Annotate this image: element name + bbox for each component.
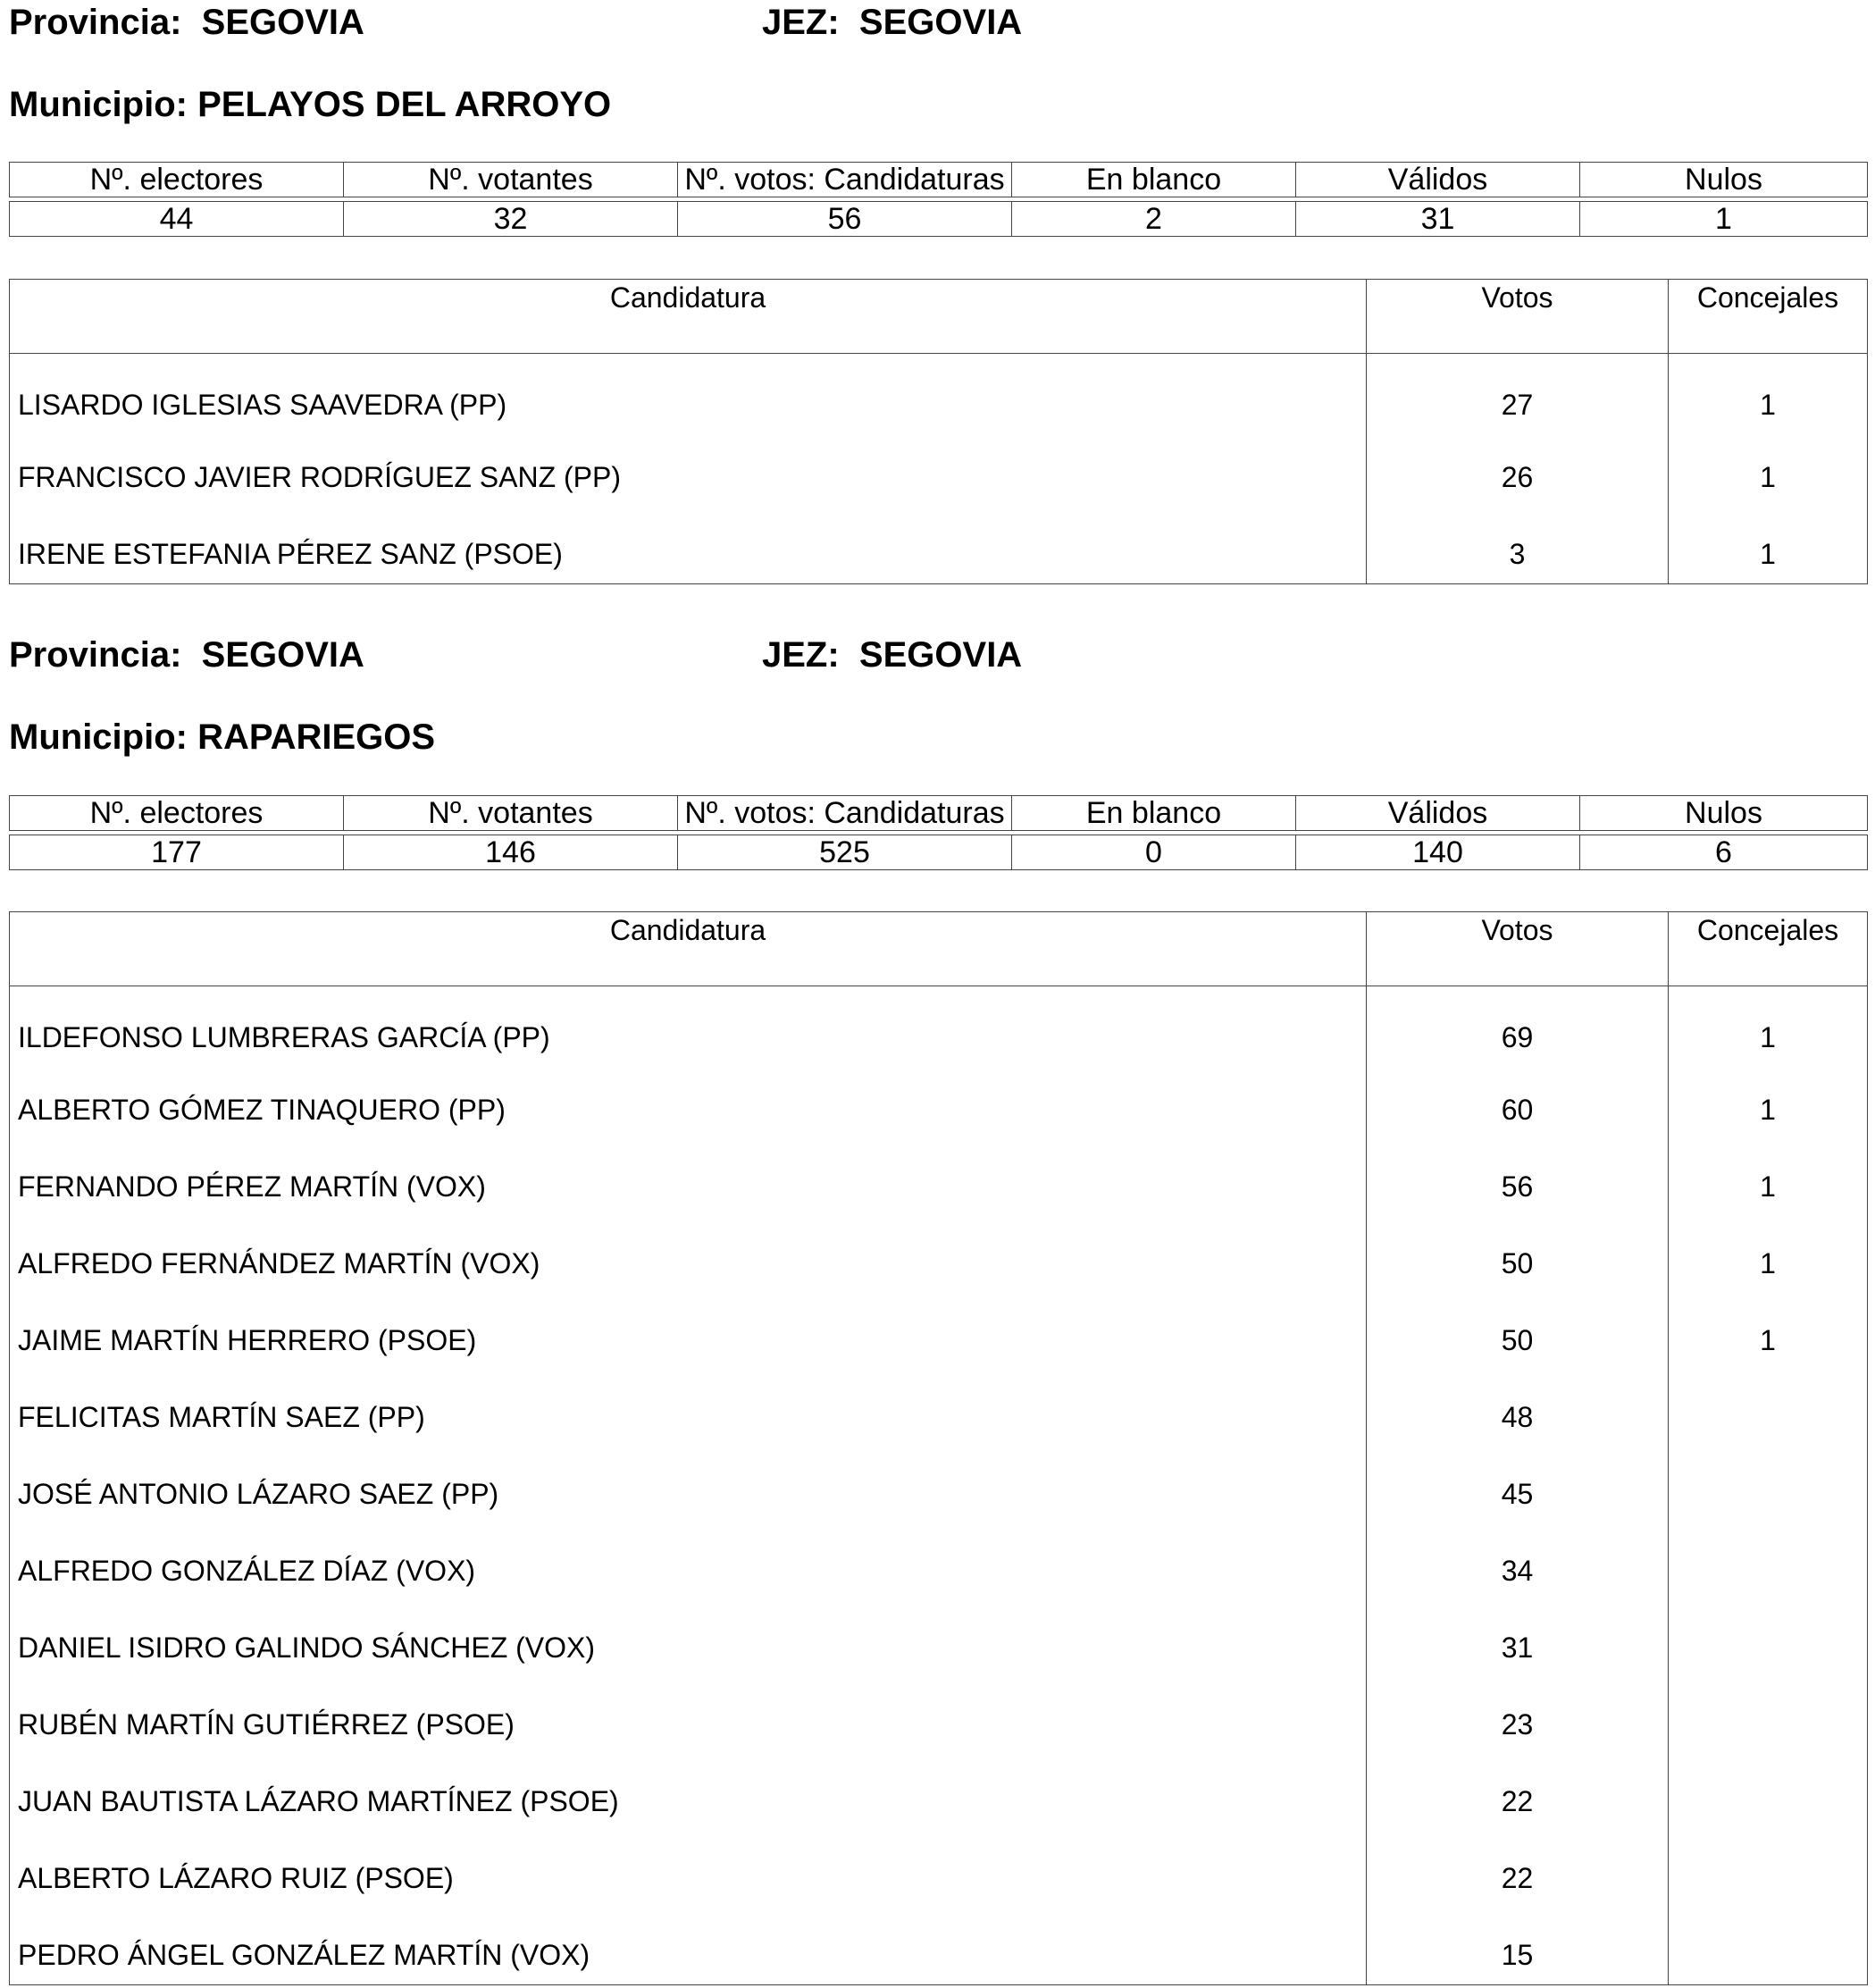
- jez-heading: [762, 633, 1022, 677]
- stats-header: Nº. votantes: [344, 163, 678, 197]
- stats-value: 31: [1296, 202, 1580, 237]
- candidate-concejales: [1669, 1524, 1868, 1601]
- candidate-concejales: 1: [1669, 1294, 1868, 1371]
- candidate-votos: 69: [1367, 986, 1669, 1063]
- candidate-name: JUAN BAUTISTA LÁZARO MARTÍNEZ (PSOE): [10, 1755, 1367, 1832]
- stats-value-row: [10, 202, 1868, 237]
- candidate-votos: 3: [1367, 507, 1669, 584]
- stats-header: Nº. electores: [10, 796, 344, 831]
- stats-header: En blanco: [1012, 796, 1296, 831]
- municipio-value: PELAYOS DEL ARROYO: [197, 85, 612, 124]
- table-row: [10, 1908, 1868, 1985]
- municipio-label: Municipio:: [9, 717, 188, 757]
- table-row: [10, 354, 1868, 431]
- jez-label: JEZ:: [762, 635, 840, 675]
- candidate-concejales: [1669, 1908, 1868, 1985]
- stats-header-row: [10, 796, 1868, 831]
- stats-header: En blanco: [1012, 163, 1296, 197]
- candidate-votos: 23: [1367, 1678, 1669, 1755]
- candidate-concejales: 1: [1669, 1063, 1868, 1140]
- candidate-name: JAIME MARTÍN HERRERO (PSOE): [10, 1294, 1367, 1371]
- candidates-table: [9, 279, 1868, 584]
- candidate-name: ALFREDO FERNÁNDEZ MARTÍN (VOX): [10, 1217, 1367, 1294]
- table-row: [10, 1371, 1868, 1447]
- stats-header: Nulos: [1580, 796, 1868, 831]
- stats-header: Nº. electores: [10, 163, 344, 197]
- stats-header: Nº. votos: Candidaturas: [678, 796, 1012, 831]
- provincia-label: Provincia:: [9, 3, 182, 42]
- candidate-name: ALBERTO GÓMEZ TINAQUERO (PP): [10, 1063, 1367, 1140]
- table-row: [10, 986, 1868, 1063]
- table-row: [10, 1217, 1868, 1294]
- candidate-name: FERNANDO PÉREZ MARTÍN (VOX): [10, 1140, 1367, 1217]
- jez-value: SEGOVIA: [858, 3, 1023, 42]
- candidate-name: JOSÉ ANTONIO LÁZARO SAEZ (PP): [10, 1447, 1367, 1524]
- stats-header: Nº. votantes: [344, 796, 678, 831]
- candidate-concejales: [1669, 1447, 1868, 1524]
- municipio-label: Municipio:: [9, 85, 188, 124]
- candidate-votos: 31: [1367, 1601, 1669, 1678]
- candidate-concejales: [1669, 1755, 1868, 1832]
- candidatura-header: Candidatura: [10, 280, 1367, 354]
- stats-value: 146: [344, 835, 678, 870]
- candidate-concejales: 1: [1669, 507, 1868, 584]
- candidate-votos: 45: [1367, 1447, 1669, 1524]
- concejales-header: Concejales: [1669, 280, 1868, 354]
- candidate-concejales: [1669, 1601, 1868, 1678]
- table-row: [10, 1294, 1868, 1371]
- table-row: [10, 1063, 1868, 1140]
- candidate-name: ALBERTO LÁZARO RUIZ (PSOE): [10, 1832, 1367, 1908]
- municipio-value: RAPARIEGOS: [197, 717, 436, 757]
- candidate-concejales: 1: [1669, 986, 1868, 1063]
- table-row: [10, 1678, 1868, 1755]
- votos-header: Votos: [1367, 912, 1669, 986]
- provincia-heading: [9, 0, 364, 45]
- candidates-header-row: [10, 912, 1868, 986]
- provincia-heading: [9, 633, 364, 677]
- provincia-value: SEGOVIA: [201, 635, 364, 675]
- stats-value: 140: [1296, 835, 1580, 870]
- table-row: [10, 507, 1868, 584]
- jez-heading: [762, 0, 1022, 45]
- candidate-name: ALFREDO GONZÁLEZ DÍAZ (VOX): [10, 1524, 1367, 1601]
- stats-value: 1: [1580, 202, 1868, 237]
- table-row: [10, 1447, 1868, 1524]
- table-row: [10, 1524, 1868, 1601]
- candidate-name: RUBÉN MARTÍN GUTIÉRREZ (PSOE): [10, 1678, 1367, 1755]
- stats-value: 32: [344, 202, 678, 237]
- municipio-heading: [9, 82, 611, 127]
- candidates-table: [9, 911, 1868, 1985]
- table-row: [10, 1140, 1868, 1217]
- candidate-name: LISARDO IGLESIAS SAAVEDRA (PP): [10, 354, 1367, 431]
- candidate-votos: 27: [1367, 354, 1669, 431]
- candidate-votos: 15: [1367, 1908, 1669, 1985]
- candidate-votos: 34: [1367, 1524, 1669, 1601]
- votos-header: Votos: [1367, 280, 1669, 354]
- candidate-concejales: [1669, 1832, 1868, 1908]
- candidate-concejales: 1: [1669, 1217, 1868, 1294]
- stats-value: 525: [678, 835, 1012, 870]
- candidate-votos: 22: [1367, 1832, 1669, 1908]
- candidate-votos: 26: [1367, 431, 1669, 507]
- provincia-value: SEGOVIA: [201, 3, 364, 42]
- stats-value: 177: [10, 835, 344, 870]
- stats-table: [9, 162, 1868, 237]
- stats-value-row: [10, 835, 1868, 870]
- table-row: [10, 431, 1868, 507]
- stats-header: Válidos: [1296, 163, 1580, 197]
- concejales-header: Concejales: [1669, 912, 1868, 986]
- candidate-votos: 56: [1367, 1140, 1669, 1217]
- candidate-votos: 50: [1367, 1294, 1669, 1371]
- candidate-name: DANIEL ISIDRO GALINDO SÁNCHEZ (VOX): [10, 1601, 1367, 1678]
- table-row: [10, 1601, 1868, 1678]
- candidate-votos: 60: [1367, 1063, 1669, 1140]
- stats-header: Nº. votos: Candidaturas: [678, 163, 1012, 197]
- table-row: [10, 1832, 1868, 1908]
- municipio-heading: [9, 715, 435, 759]
- candidate-concejales: 1: [1669, 1140, 1868, 1217]
- candidate-concejales: [1669, 1371, 1868, 1447]
- candidate-votos: 48: [1367, 1371, 1669, 1447]
- stats-value: 2: [1012, 202, 1296, 237]
- candidate-name: PEDRO ÁNGEL GONZÁLEZ MARTÍN (VOX): [10, 1908, 1367, 1985]
- stats-value: 56: [678, 202, 1012, 237]
- table-row: [10, 1755, 1868, 1832]
- candidate-concejales: [1669, 1678, 1868, 1755]
- candidate-concejales: 1: [1669, 354, 1868, 431]
- candidate-votos: 50: [1367, 1217, 1669, 1294]
- candidatura-header: Candidatura: [10, 912, 1367, 986]
- stats-header: Nulos: [1580, 163, 1868, 197]
- stats-table: [9, 795, 1868, 870]
- candidate-name: FELICITAS MARTÍN SAEZ (PP): [10, 1371, 1367, 1447]
- jez-label: JEZ:: [762, 3, 840, 42]
- candidate-name: ILDEFONSO LUMBRERAS GARCÍA (PP): [10, 986, 1367, 1063]
- stats-value: 44: [10, 202, 344, 237]
- stats-value: 0: [1012, 835, 1296, 870]
- jez-value: SEGOVIA: [858, 635, 1023, 675]
- stats-header: Válidos: [1296, 796, 1580, 831]
- candidate-votos: 22: [1367, 1755, 1669, 1832]
- stats-value: 6: [1580, 835, 1868, 870]
- candidate-name: FRANCISCO JAVIER RODRÍGUEZ SANZ (PP): [10, 431, 1367, 507]
- candidate-concejales: 1: [1669, 431, 1868, 507]
- provincia-label: Provincia:: [9, 635, 182, 675]
- stats-header-row: [10, 163, 1868, 197]
- candidates-header-row: [10, 280, 1868, 354]
- candidate-name: IRENE ESTEFANIA PÉREZ SANZ (PSOE): [10, 507, 1367, 584]
